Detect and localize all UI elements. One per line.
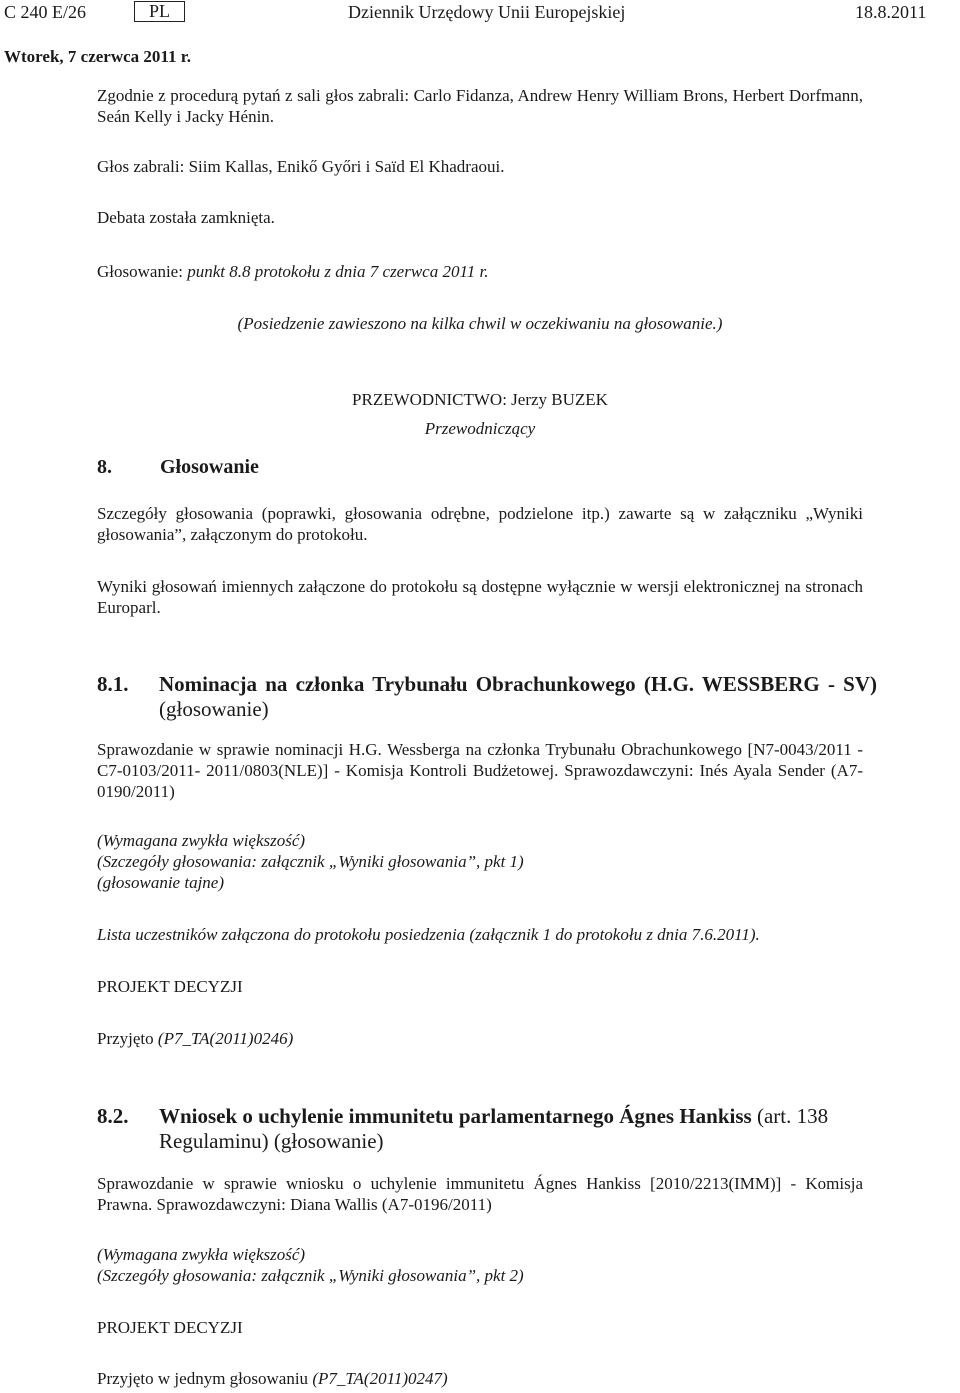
section-8-1-number: 8.1.: [97, 672, 129, 696]
day-heading: Wtorek, 7 czerwca 2011 r.: [4, 47, 191, 66]
paragraph-catch-the-eye: Zgodnie z procedurą pytań z sali głos zabrali: Carlo Fidanza, Andrew Henry William Brons, Herbert Dorfmann, Seán Kelly i Jacky Hénin.: [97, 86, 863, 126]
section-8-1-secret-ballot: (głosowanie tajne): [97, 873, 225, 892]
section-8-1-report: Sprawozdanie w sprawie nominacji H.G. Wessberga na członka Trybunału Obrachunkowego [N7-0043/2011 - C7-0103/2011- 2011/0803(NLE)] - Komisja Kontroli Budżetowej. Sprawozdawczyni: Inés Ayala Sender (A7-0190/2011): [97, 740, 863, 801]
section-8-number: 8.: [97, 456, 112, 478]
section-8-1-adopted: [97, 1029, 293, 1049]
journal-date: 18.8.2011: [855, 2, 927, 22]
section-8-2-adopted-ref: (P7_TA(2011)0247): [312, 1369, 448, 1388]
language-badge: PL: [134, 1, 185, 22]
section-8-1-details: (Szczegóły głosowania: załącznik „Wyniki głosowania”, pkt 1): [97, 852, 524, 871]
section-8-1-participants-note: Lista uczestników załączona do protokołu posiedzenia (załącznik 1 do protokołu z dnia 7.6.2011).: [97, 925, 760, 944]
section-8-1-adopted-ref: (P7_TA(2011)0246): [157, 1029, 294, 1048]
section-8-1-title-suffix: (głosowanie): [159, 697, 269, 721]
section-8-2-details: (Szczegóły głosowania: załącznik „Wyniki głosowania”, pkt 2): [97, 1266, 524, 1285]
journal-reference: C 240 E/26: [4, 2, 87, 22]
vote-label: Głosowanie:: [97, 262, 188, 281]
section-8-1-heading: [97, 672, 877, 722]
section-8-1-title-main: Nominacja na członka Trybunału Obrachunkowego (H.G. WESSBERG - SV): [159, 672, 877, 696]
chair-role: Przewodniczący: [424, 419, 536, 438]
section-8-2-title: [159, 1104, 877, 1154]
vote-minutes-link: punkt 8.8 protokołu z dnia 7 czerwca 2011 r.: [187, 262, 489, 281]
section-8-2-heading: [97, 1104, 877, 1154]
section-8-2-adopted: [97, 1369, 448, 1389]
section-8-2-report: Sprawozdanie w sprawie wniosku o uchylenie immunitetu Ágnes Hankiss [2010/2213(IMM)] - Komisja Prawna. Sprawozdawczyni: Diana Wallis (A7-0196/2011): [97, 1174, 863, 1214]
chair-title: PRZEWODNICTWO: Jerzy BUZEK: [352, 390, 608, 409]
section-8-1-draft-decision: PROJEKT DECYZJI: [97, 977, 243, 996]
suspension-note: (Posiedzenie zawieszono na kilka chwil w oczekiwaniu na głosowanie.): [237, 314, 723, 333]
journal-title: Dziennik Urzędowy Unii Europejskiej: [348, 2, 626, 22]
section-8-title: Głosowanie: [160, 456, 259, 478]
paragraph-vote-details: Szczegóły głosowania (poprawki, głosowania odrębne, podzielone itp.) zawarte są w załączniku „Wyniki głosowania”, załączonym do protokołu.: [97, 504, 863, 544]
vote-reference-line: [97, 262, 488, 282]
section-8-2-majority: (Wymagana zwykła większość): [97, 1245, 306, 1264]
section-8-2-draft-decision: PROJEKT DECYZJI: [97, 1318, 243, 1337]
section-8-2-adopted-label: Przyjęto w jednym głosowaniu: [97, 1369, 313, 1388]
paragraph-debate-closed: Debata została zamknięta.: [97, 208, 275, 227]
section-8-2-title-main: Wniosek o uchylenie immunitetu parlamentarnego Ágnes Hankiss: [159, 1104, 752, 1128]
section-8-1-majority: (Wymagana zwykła większość): [97, 831, 306, 850]
section-8-1-adopted-label: Przyjęto: [97, 1029, 158, 1048]
section-8-1-title: [159, 672, 877, 722]
section-8-2-number: 8.2.: [97, 1104, 129, 1128]
section-8-2-title-suffix: (art. 138 Regulaminu) (głosowanie): [159, 1104, 829, 1153]
paragraph-roll-call: Wyniki głosowań imiennych załączone do protokołu są dostępne wyłącznie w wersji elektronicznej na stronach Europarl.: [97, 577, 863, 617]
paragraph-speakers: Głos zabrali: Siim Kallas, Enikő Győri i Saïd El Khadraoui.: [97, 157, 505, 176]
